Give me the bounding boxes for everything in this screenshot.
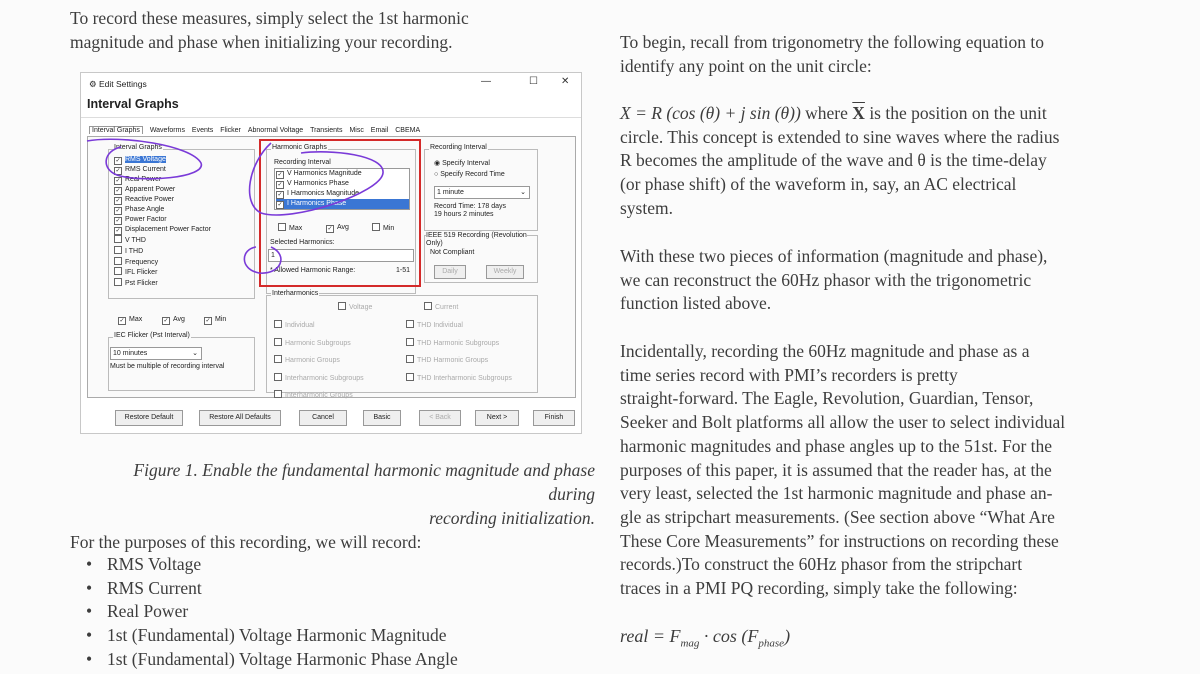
text-line: Seeker and Bolt platforms all allow the user to select individual (620, 412, 1066, 433)
minimize-icon[interactable]: — (481, 76, 491, 87)
back-button[interactable]: < Back (419, 410, 461, 426)
close-icon[interactable]: ✕ (561, 76, 570, 87)
group-legend: Recording Interval (430, 144, 487, 151)
text-line: straight-forward. The Eagle, Revolution, Guardian, Tensor, (620, 388, 1034, 409)
group-legend: Interval Graphs (114, 144, 162, 151)
unit-circle-equation: X = R (cos (θ) + j sin (θ)) (620, 103, 801, 123)
checkbox-pst-flicker[interactable]: Pst Flicker (114, 278, 211, 289)
iec-note: Must be multiple of recording interval (110, 363, 225, 370)
interval-list (114, 155, 211, 289)
caption-line: Figure 1. Enable the fundamental harmonic magnitude and phase during (133, 460, 595, 504)
checkbox-i-thd[interactable]: I THD (114, 246, 211, 257)
tab-events[interactable]: Events (191, 127, 214, 134)
checkbox-real-power[interactable]: ✓ Real Power (115, 176, 162, 184)
tab-misc[interactable]: Misc (349, 127, 364, 134)
paragraph-1 (620, 31, 1044, 78)
list-item: • Real Power (86, 600, 458, 624)
highlight-box (259, 139, 421, 287)
iec-interval-select[interactable]: 10 minutes ⌄ (110, 347, 202, 360)
ih-right-list (406, 317, 512, 387)
checkbox-rms-voltage[interactable]: ✓ RMS Voltage (115, 156, 166, 164)
radio-empty-icon: ○ (434, 171, 441, 178)
checkbox-ih-current[interactable]: Current (424, 302, 458, 313)
checkbox-thd-interharmonic-subgroups[interactable]: THD Interharmonic Subgroups (406, 370, 512, 388)
tab-flicker[interactable]: Flicker (220, 127, 241, 134)
record-time-text: Record Time: 178 days (434, 203, 506, 210)
paragraph-4 (620, 340, 1065, 601)
vector-x: $\overline{X}$ (852, 103, 865, 123)
restore-all-defaults-button[interactable]: Restore All Defaults (199, 410, 281, 426)
text-line: system. (620, 197, 673, 218)
measurement-list (86, 553, 458, 672)
text-line: magnitude and phase when initializing your recording. (70, 31, 453, 52)
next-button[interactable]: Next > (475, 410, 519, 426)
text-line: To begin, recall from trigonometry the following equation to (620, 32, 1045, 52)
ih-left-list (274, 317, 364, 405)
text-line: records.)To construct the 60Hz phasor from the stripchart (620, 554, 1023, 575)
equation-line: X = R (cos (θ) + j sin (θ)) where $\overline{X}$ is the position on the unit (620, 103, 1047, 123)
checkbox-i-harmonics-magnitude[interactable]: ✓ I Harmonics Magnitude (277, 190, 359, 198)
text-line: very least, selected the 1st harmonic magnitude and phase an- (620, 483, 1053, 504)
checkbox-thd-harmonic-groups[interactable]: THD Harmonic Groups (406, 352, 512, 370)
checkbox-ih-interharmonic-groups[interactable]: Interharmonic Groups (274, 387, 364, 405)
checkbox-max[interactable]: ✓ Max (119, 316, 143, 324)
ieee-label: IEEE 519 Recording (Revolution (426, 232, 527, 239)
text-line: gle as stripchart measurements. (See section above “What Are (620, 506, 1055, 527)
list-item: • RMS Voltage (86, 553, 458, 577)
text-line: we can reconstruct the 60Hz phasor with the trigonometric (620, 269, 1032, 290)
tab-transients[interactable]: Transients (310, 127, 343, 134)
tab-waveforms[interactable]: Waveforms (149, 127, 185, 134)
text-line: time series record with PMI’s recorders is pretty (620, 364, 958, 385)
settings-tabs (89, 126, 425, 134)
text-line: circle. This concept is extended to sine waves where the radius (620, 126, 1060, 147)
figure-caption (90, 458, 595, 530)
window-title: ⚙ Edit Settings (89, 79, 147, 89)
selected-harmonics-label: Selected Harmonics: (270, 239, 335, 246)
ieee-label-2: Only) (426, 240, 443, 247)
radio-specify-interval[interactable]: ◉ Specify Interval (434, 160, 490, 167)
checkbox-avg[interactable]: ✓ Avg (163, 316, 185, 324)
edit-settings-dialog-figure (80, 72, 582, 434)
restore-default-button[interactable]: Restore Default (115, 410, 183, 426)
allowed-range-label: * Allowed Harmonic Range: (270, 267, 356, 274)
checkbox-ih-voltage[interactable]: Voltage (338, 302, 372, 313)
text-line: harmonic magnitudes and phase angles up to the 51st. For the (620, 435, 1053, 456)
list-intro (70, 531, 421, 555)
interval-select[interactable]: 1 minute ⌄ (434, 186, 530, 199)
text-line: To record these measures, simply select the 1st harmonic (70, 8, 469, 28)
cancel-button[interactable]: Cancel (299, 410, 347, 426)
caption-line: recording initialization. (429, 508, 595, 528)
list-item: • 1st (Fundamental) Voltage Harmonic Phase Angle (86, 648, 458, 672)
chevron-down-icon: ⌄ (192, 350, 198, 357)
checkbox-harm-avg[interactable]: ✓ Avg (327, 224, 349, 232)
recording-interval-sublabel: Recording Interval (274, 159, 331, 166)
checkbox-displacement-pf[interactable]: ✓ Displacement Power Factor (115, 226, 211, 234)
checkbox-reactive-power[interactable]: ✓ Reactive Power (115, 196, 175, 204)
tab-interval-graphs[interactable]: Interval Graphs (89, 126, 143, 134)
checkbox-v-harmonics-magnitude[interactable]: ✓ V Harmonics Magnitude (277, 170, 362, 178)
checkbox-thd-individual[interactable]: THD Individual (406, 317, 512, 335)
checkbox-ih-individual[interactable]: Individual (274, 317, 364, 335)
checkbox-ih-interharmonic-subgroups[interactable]: Interharmonic Subgroups (274, 370, 364, 388)
maximize-icon[interactable]: ☐ (529, 76, 538, 87)
tab-email[interactable]: Email (370, 127, 389, 134)
group-legend: Interharmonics (272, 290, 319, 297)
record-time-text-2: 19 hours 2 minutes (434, 211, 494, 218)
checkbox-power-factor[interactable]: ✓ Power Factor (115, 216, 167, 224)
tab-abnormal-voltage[interactable]: Abnormal Voltage (247, 127, 304, 134)
header-divider (81, 117, 581, 118)
selected-harmonics-input[interactable]: 1 (268, 249, 414, 262)
checkbox-ih-harmonic-subgroups[interactable]: Harmonic Subgroups (274, 335, 364, 353)
checkbox-ifl-flicker[interactable]: IFL Flicker (114, 267, 211, 278)
chevron-down-icon: ⌄ (520, 189, 526, 196)
app-icon: ⚙ (89, 79, 99, 89)
ieee-status: Not Compliant (430, 249, 475, 256)
list-item: • RMS Current (86, 577, 458, 601)
daily-button[interactable]: Daily (434, 265, 466, 279)
phasor-equation: real = $F_{mag} \cdot \cos (F_{phase})$ (620, 626, 791, 650)
text-line: These Core Measurements” for instructions on recording these (620, 530, 1059, 551)
checkbox-i-harmonics-phase[interactable]: ✓ I Harmonics Phase (276, 199, 409, 209)
text-line: For the purposes of this recording, we will record: (70, 532, 422, 552)
text-line: With these two pieces of information (magnitude and phase), (620, 246, 1048, 266)
checkbox-rms-current[interactable]: ✓ RMS Current (115, 166, 166, 174)
checkbox-frequency[interactable]: Frequency (114, 257, 211, 268)
checkbox-harm-min[interactable]: Min (372, 223, 394, 234)
radio-dot-icon: ◉ (434, 160, 443, 167)
checkbox-v-thd[interactable]: V THD (114, 235, 211, 246)
text-line: purposes of this paper, it is assumed that the reader has, at the (620, 459, 1052, 480)
checkbox-phase-angle[interactable]: ✓ Phase Angle (115, 206, 165, 214)
checkbox-v-harmonics-phase[interactable]: ✓ V Harmonics Phase (277, 180, 349, 188)
checkbox-min[interactable]: ✓ Min (205, 316, 227, 324)
weekly-button[interactable]: Weekly (486, 265, 524, 279)
text-line: identify any point on the unit circle: (620, 55, 872, 76)
checkbox-ih-harmonic-groups[interactable]: Harmonic Groups (274, 352, 364, 370)
radio-specify-record-time[interactable]: ○ Specify Record Time (434, 171, 505, 178)
text-line: traces in a PMI PQ recording, simply take the following: (620, 578, 1018, 599)
finish-button[interactable]: Finish (533, 410, 575, 426)
tab-cbema[interactable]: CBEMA (395, 127, 421, 134)
basic-button[interactable]: Basic (363, 410, 401, 426)
text-line: function listed above. (620, 293, 772, 314)
paragraph-3 (620, 245, 1047, 316)
checkbox-harm-max[interactable]: Max (278, 223, 302, 234)
text-line: (or phase shift) of the waveform in, say, an AC electrical (620, 174, 1017, 195)
group-legend: Harmonic Graphs (272, 144, 327, 151)
checkbox-thd-harmonic-subgroups[interactable]: THD Harmonic Subgroups (406, 335, 512, 353)
dialog-header: Interval Graphs (87, 97, 179, 111)
checkbox-apparent-power[interactable]: ✓ Apparent Power (115, 186, 176, 194)
text-line: R becomes the amplitude of the wave and θ is the time-delay (620, 150, 1047, 171)
intro-paragraph (70, 7, 469, 54)
group-legend: IEC Flicker (Pst Interval) (114, 332, 190, 339)
list-item: • 1st (Fundamental) Voltage Harmonic Magnitude (86, 624, 458, 648)
allowed-range-value: 1-51 (396, 267, 411, 274)
paragraph-2 (620, 102, 1059, 221)
text-line: Incidentally, recording the 60Hz magnitude and phase as a (620, 341, 1030, 361)
